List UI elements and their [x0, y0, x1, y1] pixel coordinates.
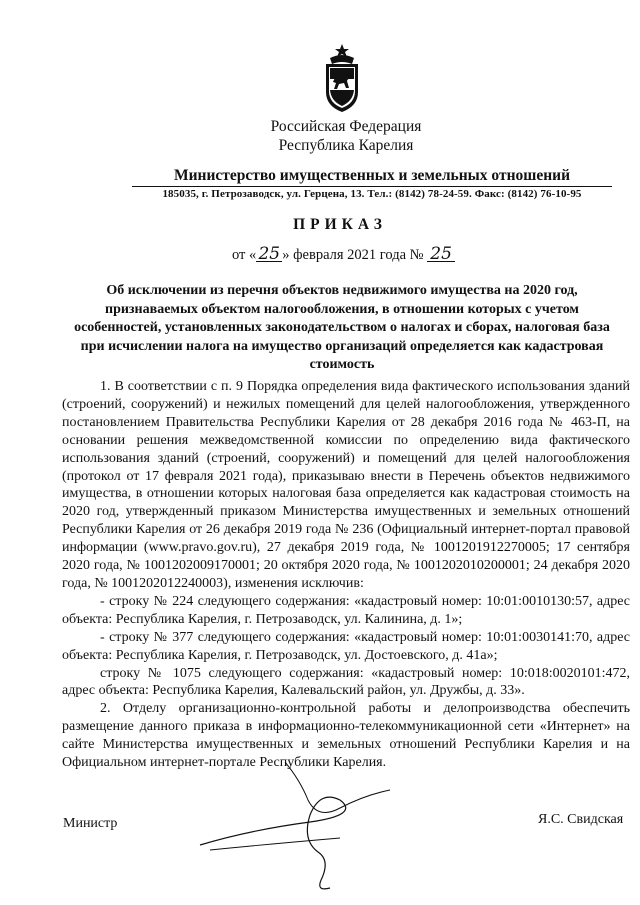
ministry-address: 185035, г. Петрозаводск, ул. Герцена, 13. Тел.: (8142) 78-24-59. Факс: (8142) 76-10-95 [162, 188, 582, 200]
ministry-name: Министерство имущественных и земельных отношений [132, 167, 612, 187]
order-body [62, 378, 630, 772]
handwritten-signature [190, 760, 450, 900]
list-item-377: - строку № 377 следующего содержания: «кадастровый номер: 10:01:0030141:70, адрес объекта: Республика Карелия, г. Петрозаводск, ул. Достоевского, д. 41а»; [62, 629, 630, 663]
karelia-coat-of-arms-icon [322, 44, 362, 114]
republic-name: Республика Карелия [278, 137, 414, 154]
country-name: Российская Федерация [270, 118, 422, 135]
signature-name: Я.С. Свидская [538, 812, 624, 827]
order-subject: Об исключении из перечня объектов недвижимого имущества на 2020 год, признаваемых объектом налогообложения, в отношении которых с учетом особенностей, установленных законодательством о налогах и сборах, налоговая база при исчислении налога на имущество организаций определяется как кадастровая стоимость [74, 283, 610, 373]
date-middle: » февраля 2021 года № [282, 247, 424, 263]
order-day: 25 [256, 247, 282, 262]
paragraph-2: 2. Отделу организационно-контрольной работы и делопроизводства обеспечить размещение данного приказа в информационно-телекоммуникационной сети «Интернет» на сайте Министерства имущественных и земельных отношений Республики Карелия и на Официальном интернет-портале Республики Карелия. [62, 701, 630, 771]
order-date-line [232, 244, 492, 264]
date-prefix: от « [232, 247, 257, 263]
signature-block [0, 800, 640, 900]
order-number: 25 [427, 247, 455, 262]
signature-position: Министр [63, 816, 118, 831]
list-item-1075: строку № 1075 следующего содержания: «кадастровый номер: 10:018:0020101:472, адрес объекта: Республика Карелия, Калевальский район, ул. Дружбы, д. 33». [62, 665, 630, 699]
paragraph-1: 1. В соответствии с п. 9 Порядка определения вида фактического использования зданий (строений, сооружений) и нежилых помещений для целей налогообложения, утвержденного постановлением Правительства Республики Карелия от 28 декабря 2016 года № 463-П, на основании решения межведомственной комиссии по определению вида фактического использования зданий (строений, сооружений) и помещений для целей налогообложения (протокол от 17 февраля 2021 года), приказываю внести в Перечень объектов недвижимого имущества, в отношении которых налоговая база определяется как кадастровая стоимость на 2020 год, утвержденный приказом Министерства имущественных и земельных отношений Республики Карелия от 26 декабря 2019 года № 236 (Официальный интернет-портал правовой информации (www.pravo.gov.ru), 27 декабря 2019 года, № 1001201912270005; 17 сентября 2020 года, № 1001202009170001; 20 октября 2020 года, № 1001202010200001; 24 декабря 2020 года, № 1001202012240003), изменения исключив: [62, 379, 630, 591]
order-title: ПРИКАЗ [293, 216, 387, 233]
list-item-224: - строку № 224 следующего содержания: «кадастровый номер: 10:01:0010130:57, адрес объекта: Республика Карелия, г. Петрозаводск, ул. Калинина, д. 1»; [62, 593, 630, 627]
